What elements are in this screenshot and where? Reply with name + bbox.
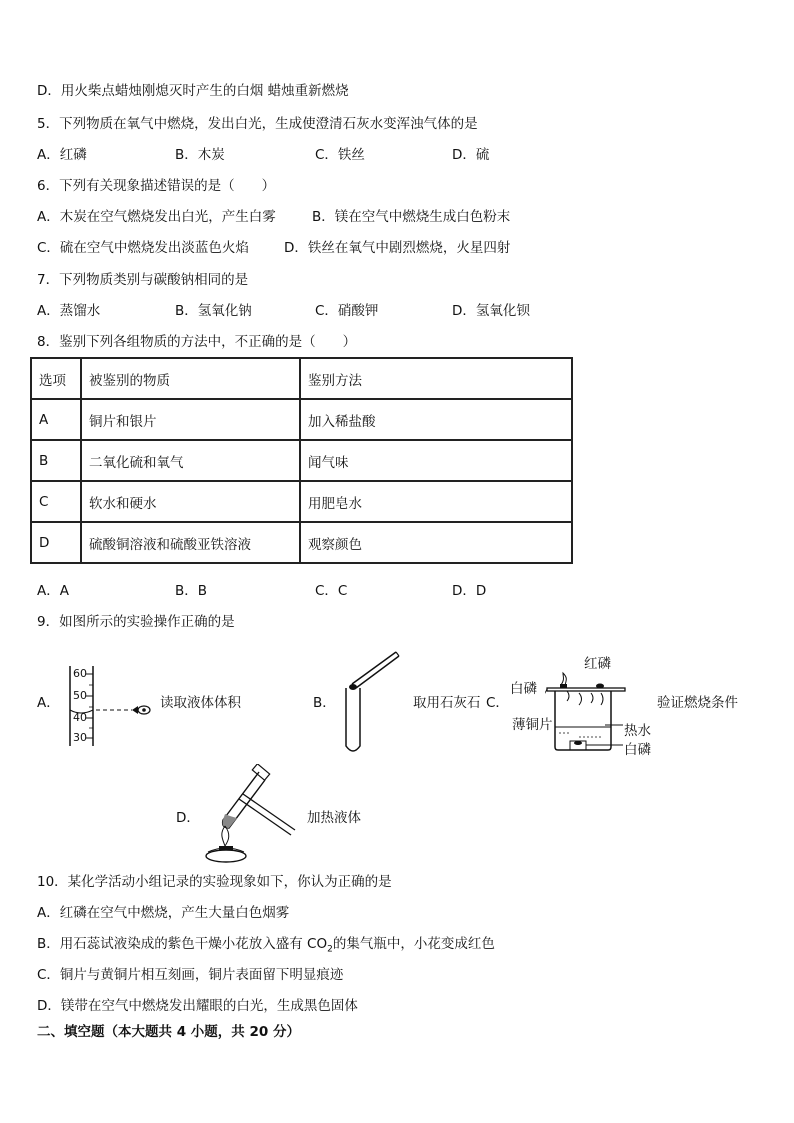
q8-option-a[interactable]: A．A [37,583,69,599]
heating-test-tube-figure [203,764,303,864]
q8-table [30,357,573,564]
question-6: 6．下列有关现象描述错误的是（ ） [37,178,276,194]
hot-water-label: 热水 [624,723,651,739]
question-8: 8．鉴别下列各组物质的方法中，不正确的是（ ） [37,334,357,350]
q6-options-ab [37,208,777,226]
table-cell: 铜片和银片 [81,399,300,440]
q7-options [37,302,777,320]
table-row [31,481,572,522]
copper-sheet-label: 薄铜片 [512,717,553,733]
q6-option-b[interactable]: B．镁在空气中燃烧生成白色粉末 [312,209,511,225]
red-phosphorus-label: 红磷 [584,656,611,672]
table-cell: B [31,440,81,481]
question-7: 7．下列物质类别与碳酸钠相同的是 [37,272,249,288]
q7-option-a[interactable]: A．蒸馏水 [37,303,101,319]
q9-option-c-caption: 验证燃烧条件 [657,695,738,711]
table-cell: 用肥皂水 [300,481,572,522]
q5-options [37,146,777,164]
table-header-row [31,358,572,399]
section-2-heading: 二、填空题（本大题共 4 小题，共 20 分） [37,1024,300,1040]
q8-option-b[interactable]: B．B [175,583,208,599]
q5-option-c[interactable]: C．铁丝 [315,147,365,163]
q8-option-d[interactable]: D．D [452,583,487,599]
q5-option-d[interactable]: D．硫 [452,147,490,163]
table-cell: C [31,481,81,522]
q8-options [37,582,777,600]
q6-option-a[interactable]: A．木炭在空气燃烧发出白光，产生白雾 [37,209,276,225]
table-cell: 硫酸铜溶液和硫酸亚铁溶液 [81,522,300,563]
table-row [31,522,572,563]
q10-option-b[interactable] [37,935,495,959]
q9-option-b-caption: 取用石灰石 [413,695,481,711]
q8-option-c[interactable]: C．C [315,583,348,599]
cylinder-tick-60: 60 [73,667,87,680]
q9-option-c-label[interactable]: C． [486,695,509,711]
q5-option-a[interactable]: A．红磷 [37,147,87,163]
q10-option-d[interactable]: D．镁带在空气中燃烧发出耀眼的白光，生成黑色固体 [37,998,358,1014]
line-d-prev: D．用火柴点蜡烛刚熄灭时产生的白烟 蜡烛重新燃烧 [37,83,349,99]
table-header-cell: 鉴别方法 [300,358,572,399]
table-cell: 闻气味 [300,440,572,481]
question-10: 10．某化学活动小组记录的实验现象如下，你认为正确的是 [37,874,392,890]
table-row [31,399,572,440]
combustion-beaker-figure [545,665,635,755]
table-cell: A [31,399,81,440]
white-phosphorus-top-label: 白磷 [510,681,537,697]
q9-option-a-label[interactable]: A． [37,695,60,711]
table-header-cell: 选项 [31,358,81,399]
q7-option-d[interactable]: D．氢氧化钡 [452,303,530,319]
q9-option-d-label[interactable]: D． [176,810,200,826]
cylinder-tick-40: 40 [73,711,87,724]
table-row [31,440,572,481]
table-cell: D [31,522,81,563]
table-cell: 观察颜色 [300,522,572,563]
question-9: 9．如图所示的实验操作正确的是 [37,614,235,630]
question-5: 5．下列物质在氧气中燃烧，发出白光，生成使澄清石灰水变浑浊气体的是 [37,116,478,132]
co2-subscript: 2 [327,944,333,955]
cylinder-tick-50: 50 [73,689,87,702]
q7-option-b[interactable]: B．氢氧化钠 [175,303,252,319]
q10-option-c[interactable]: C．铜片与黄铜片相互刻画，铜片表面留下明显痕迹 [37,967,344,983]
q9-option-b-label[interactable]: B． [313,695,336,711]
q10-option-b-text-rest: 的集气瓶中，小花变成红色 [332,936,495,952]
cylinder-tick-30: 30 [73,731,87,744]
table-cell: 软水和硬水 [81,481,300,522]
q5-option-b[interactable]: B．木炭 [175,147,225,163]
q6-option-c[interactable]: C．硫在空气中燃烧发出淡蓝色火焰 [37,240,249,256]
q7-option-c[interactable]: C．硝酸钾 [315,303,379,319]
q10-option-b-text: B．用石蕊试液染成的紫色干燥小花放入盛有 CO [37,936,328,952]
q6-options-cd [37,239,777,257]
q9-option-a-caption: 读取液体体积 [160,695,241,711]
table-header-cell: 被鉴别的物质 [81,358,300,399]
test-tube-figure [338,648,403,758]
table-cell: 二氧化硫和氧气 [81,440,300,481]
q6-option-d[interactable]: D．铁丝在氧气中剧烈燃烧，火星四射 [284,240,511,256]
white-phosphorus-bottom-label: 白磷 [624,742,651,758]
q9-option-d-caption: 加热液体 [307,810,361,826]
table-cell: 加入稀盐酸 [300,399,572,440]
q10-option-a[interactable]: A．红磷在空气中燃烧，产生大量白色烟雾 [37,905,290,921]
